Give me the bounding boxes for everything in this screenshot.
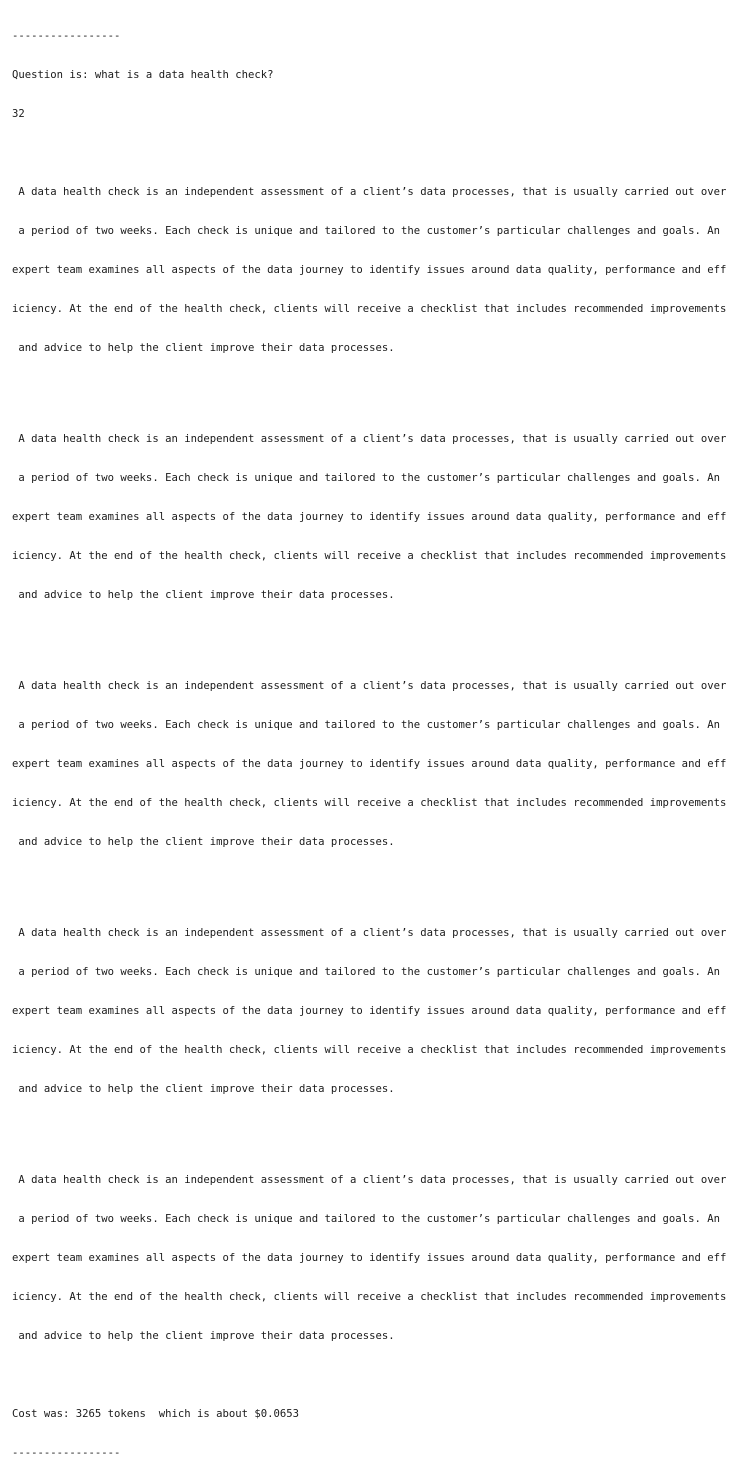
answer-line: A data health check is an independent assessment of a client’s data processes, that is usually carried out over: [12, 186, 727, 198]
answer-block: [12, 160, 748, 381]
answer-block: [12, 1148, 748, 1369]
answer-line: expert team examines all aspects of the data journey to identify issues around data quality, performance and eff: [12, 1252, 727, 1264]
answer-line: expert team examines all aspects of the data journey to identify issues around data quality, performance and eff: [12, 758, 727, 770]
answer-line: A data health check is an independent assessment of a client’s data processes, that is usually carried out over: [12, 1174, 727, 1186]
separator-top: -----------------: [12, 30, 121, 42]
terminal-output: [12, 4, 748, 1473]
answer-line: iciency. At the end of the health check, clients will receive a checklist that includes recommended improvements: [12, 550, 727, 562]
answer-line: A data health check is an independent assessment of a client’s data processes, that is usually carried out over: [12, 927, 727, 939]
answer-line: iciency. At the end of the health check, clients will receive a checklist that includes recommended improvements: [12, 1291, 727, 1303]
answer-line: a period of two weeks. Each check is unique and tailored to the customer’s particular challenges and goals. An: [12, 1213, 720, 1225]
answer-block: [12, 654, 748, 875]
answer-line: expert team examines all aspects of the data journey to identify issues around data quality, performance and eff: [12, 511, 727, 523]
answer-block: [12, 901, 748, 1122]
answer-line: iciency. At the end of the health check, clients will receive a checklist that includes recommended improvements: [12, 797, 727, 809]
answer-line: A data health check is an independent assessment of a client’s data processes, that is usually carried out over: [12, 433, 727, 445]
answer-line: and advice to help the client improve their data processes.: [12, 836, 395, 848]
cost-line: Cost was: 3265 tokens which is about $0.0653: [12, 1408, 300, 1420]
count-line: 32: [12, 108, 25, 120]
answer-line: expert team examines all aspects of the data journey to identify issues around data quality, performance and eff: [12, 1005, 727, 1017]
separator-bottom: -----------------: [12, 1447, 121, 1459]
answer-line: and advice to help the client improve their data processes.: [12, 1083, 395, 1095]
answer-line: A data health check is an independent assessment of a client’s data processes, that is usually carried out over: [12, 680, 727, 692]
answer-line: a period of two weeks. Each check is unique and tailored to the customer’s particular challenges and goals. An: [12, 225, 720, 237]
answer-line: and advice to help the client improve their data processes.: [12, 1330, 395, 1342]
answer-line: and advice to help the client improve their data processes.: [12, 342, 395, 354]
answer-line: and advice to help the client improve their data processes.: [12, 589, 395, 601]
answer-line: a period of two weeks. Each check is unique and tailored to the customer’s particular challenges and goals. An: [12, 966, 720, 978]
answer-line: expert team examines all aspects of the data journey to identify issues around data quality, performance and eff: [12, 264, 727, 276]
answer-line: iciency. At the end of the health check, clients will receive a checklist that includes recommended improvements: [12, 1044, 727, 1056]
answer-line: a period of two weeks. Each check is unique and tailored to the customer’s particular challenges and goals. An: [12, 472, 720, 484]
question-line: Question is: what is a data health check?: [12, 69, 274, 81]
answer-block: [12, 407, 748, 628]
answer-line: iciency. At the end of the health check, clients will receive a checklist that includes recommended improvements: [12, 303, 727, 315]
answer-line: a period of two weeks. Each check is unique and tailored to the customer’s particular challenges and goals. An: [12, 719, 720, 731]
